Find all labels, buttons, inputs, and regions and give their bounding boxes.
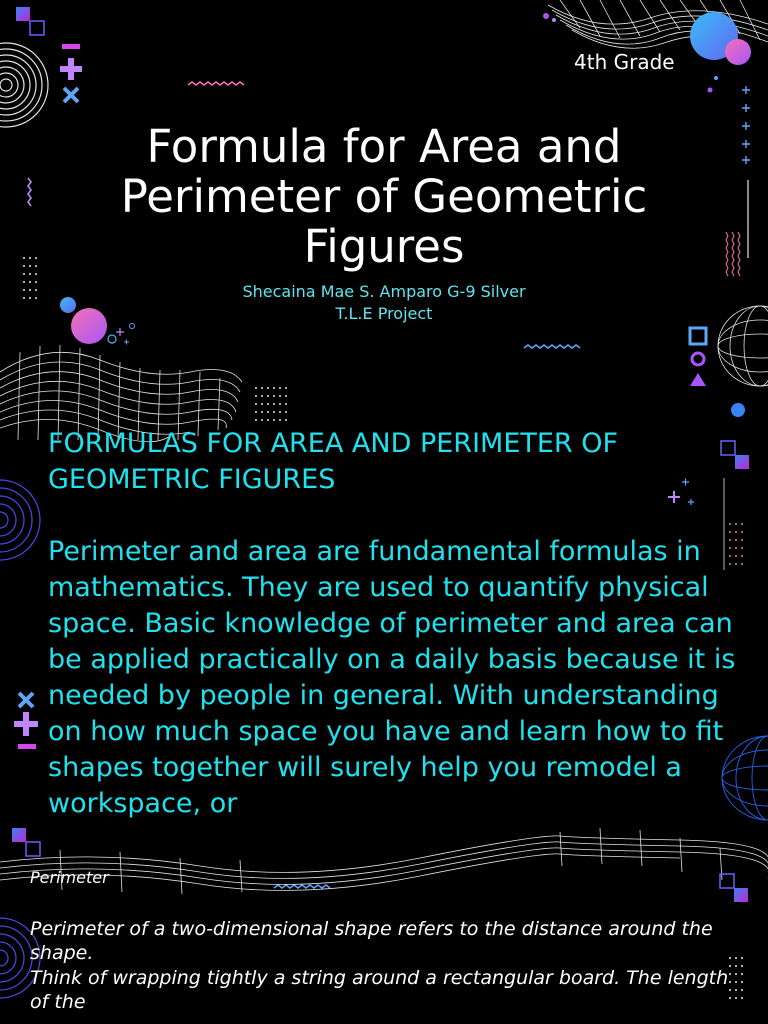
perimeter-example: Think of wrapping tightly a string around a rectangular board. The length of the [30, 966, 729, 1013]
zigzag-vertical-left [28, 178, 31, 206]
square-icon-bottom-left [12, 828, 40, 856]
concentric-circles-left [0, 480, 40, 560]
concentric-circles-top-left [0, 43, 48, 127]
content-heading-line: GEOMETRIC FIGURES [48, 464, 336, 495]
perimeter-label: Perimeter [30, 868, 109, 887]
project-line: T.L.E Project [335, 304, 433, 323]
slide-title-line: Figures [303, 220, 465, 273]
perimeter-definition: Perimeter of a two-dimensional shape refers to the distance around the shape. [30, 917, 713, 964]
math-symbols-left-lower [14, 693, 38, 749]
slide-title-line: Perimeter of Geometric [120, 170, 648, 223]
sphere-small-top-right [725, 39, 751, 65]
sphere-small-left [60, 297, 76, 313]
content-text-box [48, 426, 748, 862]
shape-stack-right [690, 328, 706, 386]
square-icon-top-left [16, 7, 44, 35]
dot-grid-left [23, 257, 37, 299]
grade-label: 4th Grade [574, 50, 675, 74]
math-symbols-top-left [60, 44, 82, 102]
content-paragraph: Perimeter and area are fundamental formulas in mathematics. They are used to quantify physical space. Basic knowledge of perimeter and area can be applied practically on a daily basis because it is needed by people in general. With understanding on how much space you have and learn how to fit shapes together will surely help you remodel a workspace, or [48, 536, 736, 819]
slide-subtitle [140, 281, 628, 325]
author-line: Shecaina Mae S. Amparo G-9 Silver [242, 282, 526, 301]
wire-globe-right [718, 306, 768, 386]
sphere-large-left [71, 308, 107, 344]
perimeter-section [30, 866, 750, 1024]
slide-title [40, 122, 728, 272]
zigzag-top [188, 82, 244, 85]
slide-title-line: Formula for Area and [146, 120, 622, 173]
plus-column-right [742, 86, 750, 164]
dot-grid-center [255, 387, 287, 421]
wavy-lines-right [726, 232, 740, 276]
zigzag-mid [524, 345, 580, 348]
content-heading-line: FORMULAS FOR AREA AND PERIMETER OF [48, 428, 619, 459]
